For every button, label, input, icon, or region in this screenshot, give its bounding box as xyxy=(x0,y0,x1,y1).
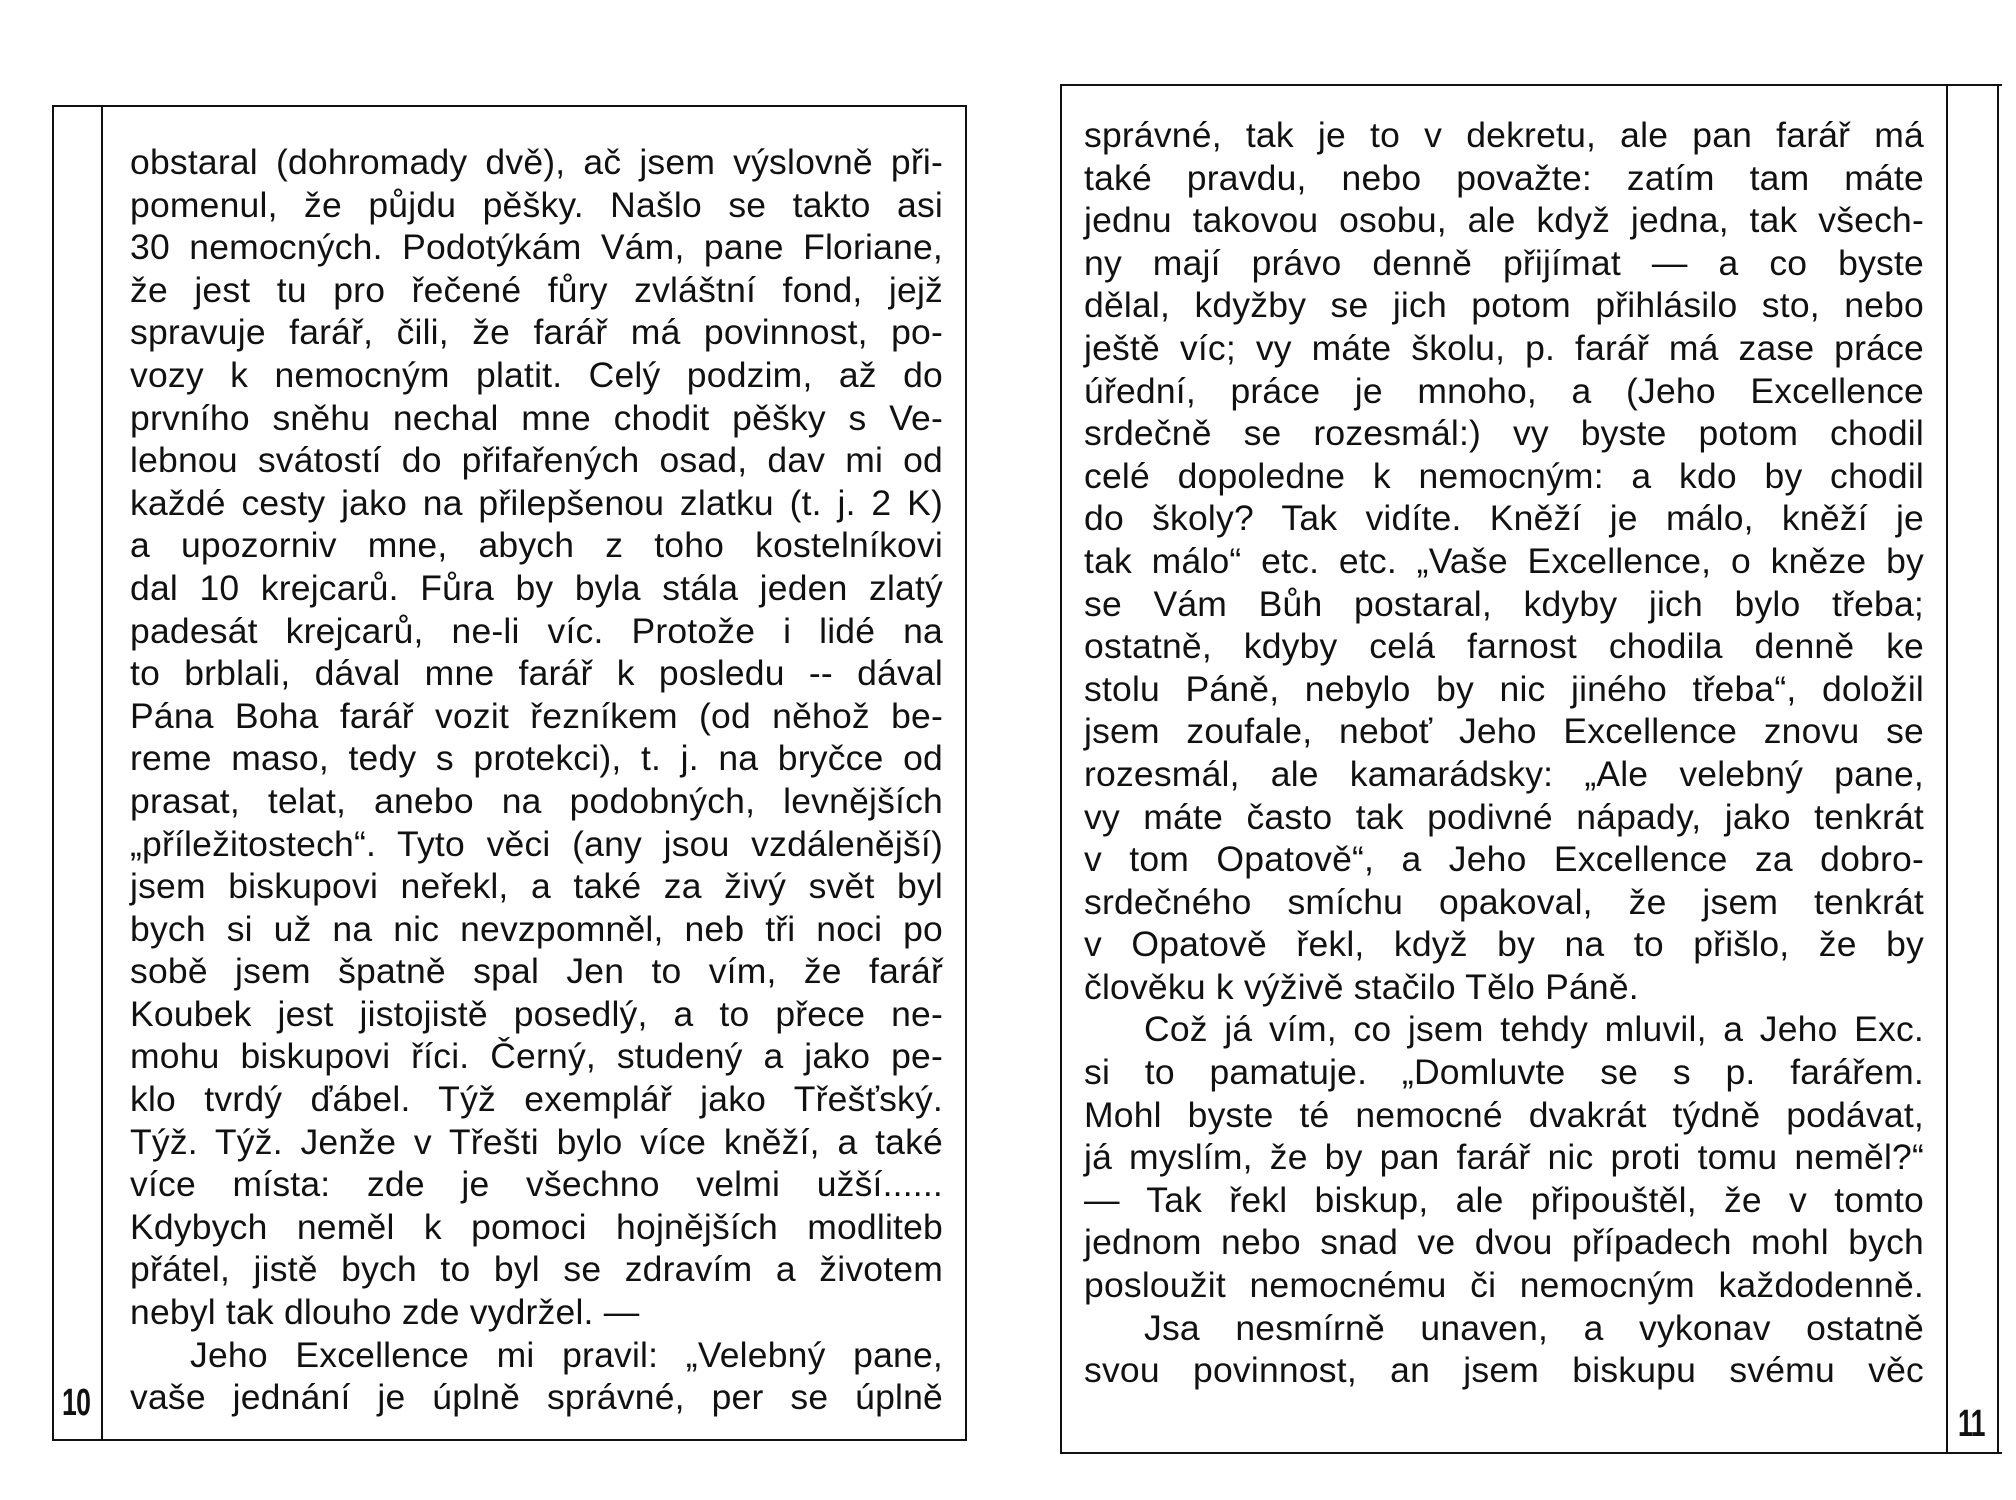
left-page-body-text xyxy=(130,141,943,1419)
right-page-body-text xyxy=(1084,114,1924,1392)
left-page-top-rule xyxy=(52,105,967,107)
text-line: to brblali, dával mne farář k posledu -- dával xyxy=(130,653,943,694)
text-line: posloužit nemocnému či nemocným každodenně. xyxy=(1084,1265,1924,1306)
text-line: si to pamatuje. „Domluvte se s p. farářem. xyxy=(1084,1052,1924,1093)
text-line: jsem zoufale, neboť Jeho Excellence znovu se xyxy=(1084,711,1924,752)
text-line: dal 10 krejcarů. Fůra by byla stála jeden zlatý xyxy=(130,567,943,608)
text-line: Týž. Týž. Jenže v Třešti bylo více kněží, a také xyxy=(130,1121,943,1162)
text-line: mohu biskupovi říci. Černý, studený a jako pe- xyxy=(130,1036,943,1077)
text-line: Což já vím, co jsem tehdy mluvil, a Jeho Exc. xyxy=(1144,1009,1924,1050)
text-line: člověku k výživě stačilo Tělo Páně. xyxy=(1084,966,1639,1007)
right-page-right-rule xyxy=(1997,84,1999,1454)
right-page-top-rule xyxy=(1060,84,2002,86)
text-line: ny mají právo denně přijímat — a co byste xyxy=(1084,242,1924,283)
text-line: srdečně se rozesmál:) vy byste potom chodil xyxy=(1084,413,1924,454)
text-line: Kdybych neměl k pomoci hojnějších modliteb xyxy=(130,1206,943,1247)
text-line: lebnou svátostí do přifařených osad, dav mi od xyxy=(130,440,943,481)
text-line: v Opatově řekl, když by na to přišlo, že by xyxy=(1084,924,1924,965)
text-line: nebyl tak dlouho zde vydržel. — xyxy=(130,1292,640,1333)
left-page-left-rule xyxy=(52,105,54,1441)
left-page-right-rule xyxy=(965,105,967,1441)
text-line: spravuje farář, čili, že farář má povinnost, po- xyxy=(130,312,943,353)
right-page-bottom-rule xyxy=(1060,1452,2002,1454)
text-line: dělal, kdyžby se jich potom přihlásilo sto, nebo xyxy=(1084,285,1924,326)
text-line: — Tak řekl biskup, ale připouštěl, že v tomto xyxy=(1084,1179,1924,1220)
left-page xyxy=(52,105,967,1443)
text-line: přátel, jistě bych to byl se zdravím a životem xyxy=(130,1249,943,1290)
text-line: v tom Opatově“, a Jeho Excellence za dobro- xyxy=(1084,839,1924,880)
right-page xyxy=(1060,84,2002,1456)
text-line: se Vám Bůh postaral, kdyby jich bylo třeba; xyxy=(1084,583,1924,624)
text-line: že jest tu pro řečené fůry zvláštní fond, jejž xyxy=(130,269,943,310)
text-line: sobě jsem špatně spal Jen to vím, že farář xyxy=(130,951,943,992)
text-line: každé cesty jako na přilepšenou zlatku (t. j. 2 K) xyxy=(130,482,943,523)
text-line: rozesmál, ale kamarádsky: „Ale velebný pane, xyxy=(1084,753,1924,794)
text-line: svou povinnost, an jsem biskupu svému věc xyxy=(1084,1350,1924,1391)
text-line: padesát krejcarů, ne-li víc. Protože i lidé na xyxy=(130,610,943,651)
text-line: více místa: zde je všechno velmi užší...... xyxy=(130,1164,943,1205)
text-line: do školy? Tak vidíte. Kněží je málo, kněží je xyxy=(1084,498,1924,539)
text-line: a upozorniv mne, abych z toho kostelníkovi xyxy=(130,525,943,566)
text-line: úřední, práce je mnoho, a (Jeho Excellence xyxy=(1084,370,1924,411)
left-page-bottom-rule xyxy=(52,1439,967,1441)
text-line: celé dopoledne k nemocným: a kdo by chodil xyxy=(1084,455,1924,496)
text-line: vozy k nemocným platit. Celý podzim, až do xyxy=(130,354,943,395)
text-line: srdečného smíchu opakoval, že jsem tenkrát xyxy=(1084,881,1924,922)
text-line: jednom nebo snad ve dvou případech mohl bych xyxy=(1084,1222,1924,1263)
text-line: „příležitostech“. Tyto věci (any jsou vzdálenější) xyxy=(130,823,943,864)
left-page-margin-rule xyxy=(101,105,103,1441)
text-line: bych si už na nic nevzpomněl, neb tři noci po xyxy=(130,908,943,949)
text-line: ještě víc; vy máte školu, p. farář má zase práce xyxy=(1084,327,1924,368)
text-line: 30 nemocných. Podotýkám Vám, pane Floriane, xyxy=(130,227,943,268)
text-line: správné, tak je to v dekretu, ale pan farář má xyxy=(1084,115,1924,155)
text-line: tak málo“ etc. etc. „Vaše Excellence, o kněze by xyxy=(1084,540,1924,581)
text-line: pomenul, že půjdu pěšky. Našlo se takto asi xyxy=(130,184,943,225)
right-page-number: 11 xyxy=(1958,1403,1985,1445)
text-line: reme maso, tedy s protekci), t. j. na bryčce od xyxy=(130,738,943,779)
text-line: vaše jednání je úplně správné, per se úplně xyxy=(130,1377,943,1418)
right-page-margin-rule xyxy=(1946,84,1948,1454)
text-line: jednu takovou osobu, ale když jedna, tak všech- xyxy=(1084,200,1924,241)
text-line: Mohl byste té nemocné dvakrát týdně podávat, xyxy=(1084,1094,1924,1135)
right-page-left-rule xyxy=(1060,84,1062,1454)
text-line: já myslím, že by pan farář nic proti tomu neměl?“ xyxy=(1084,1137,1924,1178)
text-line: také pravdu, nebo považte: zatím tam máte xyxy=(1084,157,1924,198)
text-line: Jeho Excellence mi pravil: „Velebný pane, xyxy=(190,1334,943,1375)
text-line: prasat, telat, anebo na podobných, levnějších xyxy=(130,780,943,821)
text-line: stolu Páně, nebylo by nic jiného třeba“, doložil xyxy=(1084,668,1924,709)
text-line: obstaral (dohromady dvě), ač jsem výslovně při- xyxy=(130,142,943,182)
text-line: ostatně, kdyby celá farnost chodila denně ke xyxy=(1084,626,1924,667)
left-page-number: 10 xyxy=(62,1382,91,1424)
text-line: Jsa nesmírně unaven, a vykonav ostatně xyxy=(1144,1307,1924,1348)
text-line: vy máte často tak podivné nápady, jako tenkrát xyxy=(1084,796,1924,837)
text-line: jsem biskupovi neřekl, a také za živý svět byl xyxy=(130,866,943,907)
text-line: Koubek jest jistojistě posedlý, a to přece ne- xyxy=(130,993,943,1034)
text-line: prvního sněhu nechal mne chodit pěšky s Ve- xyxy=(130,397,943,438)
text-line: Pána Boha farář vozit řezníkem (od něhož be- xyxy=(130,695,943,736)
text-line: klo tvrdý ďábel. Týž exemplář jako Třešťský. xyxy=(130,1079,943,1120)
